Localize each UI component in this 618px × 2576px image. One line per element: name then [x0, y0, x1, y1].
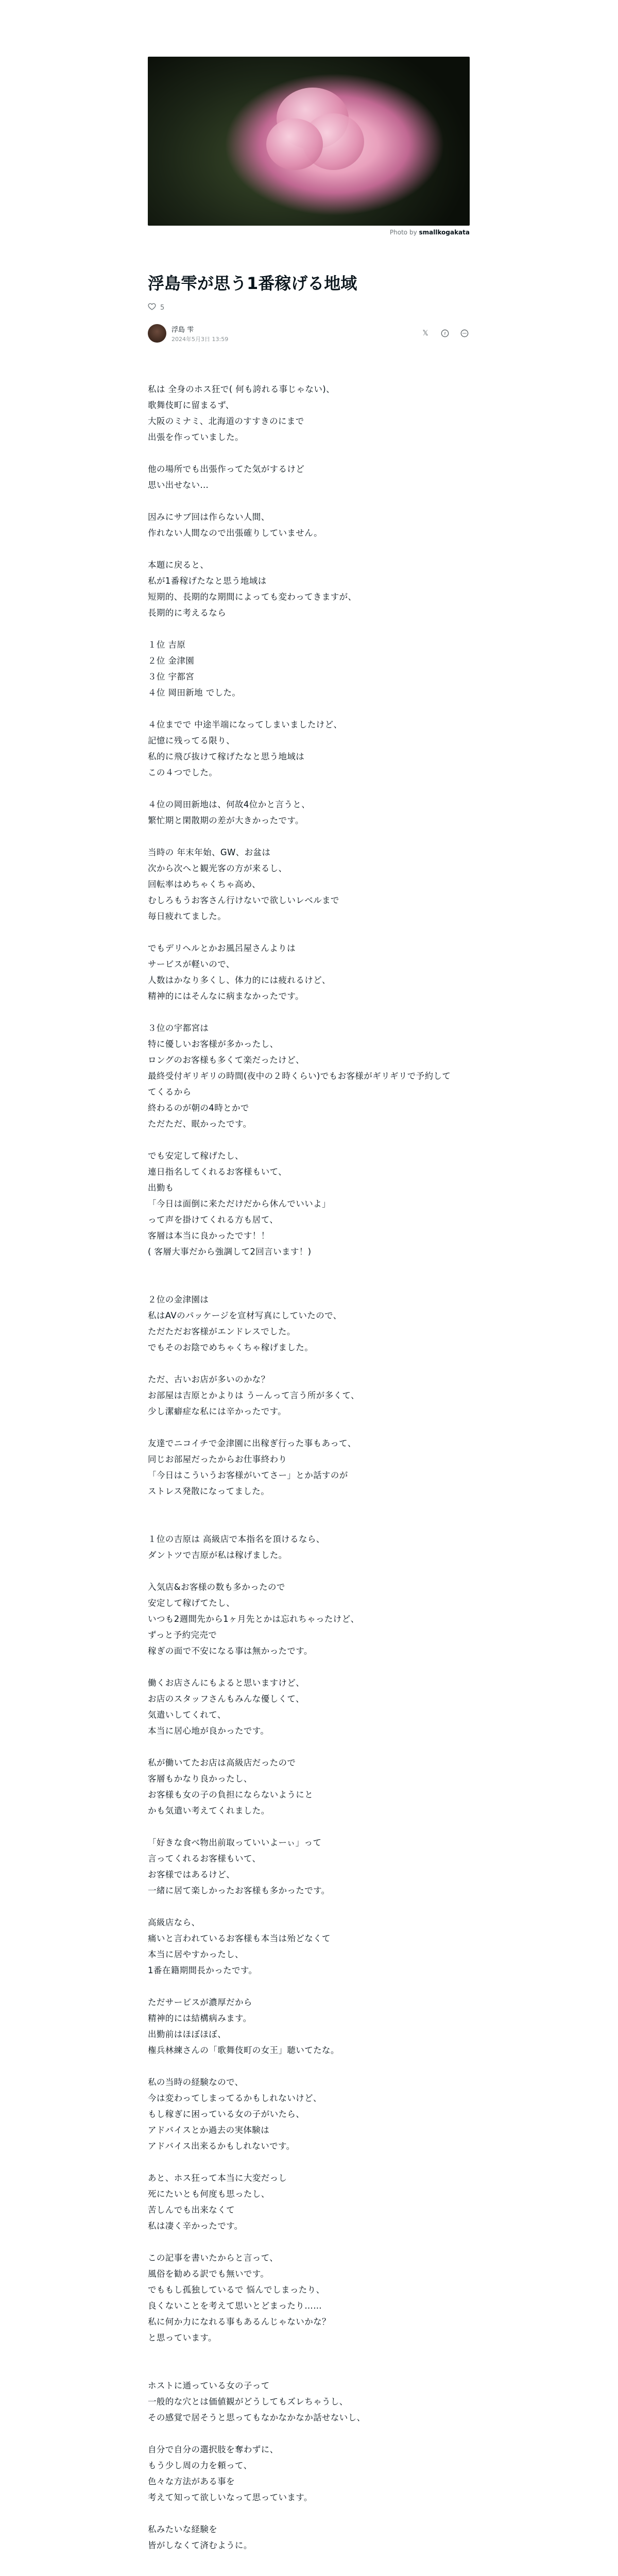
body-paragraph: １位の吉原は 高級店で本指名を頂けるなら、 ダントツで吉原が私は稼げました。	[148, 1534, 325, 1560]
body-paragraph: 高級店なら、 痛いと言われているお客様も本当は殆どなくて 本当に居やすかったし、 1番在籍期間長かったです。	[148, 1918, 331, 1975]
heart-outline-icon[interactable]	[148, 302, 156, 313]
body-paragraph: 当時の 年末年始、GW、お盆は 次から次へと観光客の方が来るし、 回転率はめちゃくちゃ高め、 むしろもうお客さん行けないで欲しいレベルまで 毎日疲れてました。	[148, 848, 339, 921]
photo-credit	[390, 229, 470, 236]
body-paragraph: 自分で自分の選択肢を奪わずに、 もう少し周の力を頼って、 色々な方法がある事を 考えて知って欲しいなって思っています。	[148, 2445, 313, 2502]
body-paragraph: 入気店&お客様の数も多かったので 安定して稼げてたし、 いつも2週間先から1ヶ月先とかは忘れちゃったけど、 ずっと予約完売で 稼ぎの面で不安になる事は無かったです。	[148, 1582, 359, 1656]
x-share-icon[interactable]: 𝕏	[422, 329, 428, 337]
body-paragraph: 他の場所でも出張作ってた気がするけど 思い出せない…	[148, 464, 305, 490]
body-paragraph: 働くお店さんにもよると思いますけど、 お店のスタッフさんもみんな優しくて、 気遣いしてくれて、 本当に居心地が良かったです。	[148, 1678, 305, 1736]
share-icons	[420, 328, 470, 338]
rose-petal	[266, 118, 323, 170]
body-paragraph: 友達でニコイチで金津園に出稼ぎ行った事もあって、 同じお部屋だったからお仕事終わり 「今日はこういうお客様がいてさー」とか話すのが ストレス発散になってました。	[148, 1438, 356, 1496]
body-paragraph: でも安定して稼げたし、 連日指名してくれるお客様もいて、 出勤も 「今日は面倒に来ただけだから休んでいいよ」 って声を掛けてくれる方も居て、 客層は本当に良かったです！！ ( 客層大事だから強調して2回言います！)	[148, 1151, 331, 1257]
photo-credit-name[interactable]: smallkogakata	[419, 229, 470, 236]
article-title: 浮島雫が思う1番稼げる地域	[148, 274, 357, 293]
body-paragraph: 因みにサブ回は作らない人間、 作れない人間なので出張確りしていません。	[148, 512, 322, 538]
body-paragraph: でもデリヘルとかお風呂屋さんよりは サービスが軽いので、 人数はかなり多くし、体力的には疲れるけど、 精神的にはそんなに病まなかったです。	[148, 943, 331, 1001]
body-paragraph: ３位の宇都宮は 特に優しいお客様が多かったし、 ロングのお客様も多くて楽だったけど、 最終受付ギリギリの時間(夜中の２時くらい)でもお客様がギリギリで予約して てくるから 終わるのが朝の4時とかで ただただ、眠かったです。	[148, 1023, 451, 1129]
post-date: 2024年5月3日 13:59	[171, 335, 229, 343]
body-paragraph: あと、ホス狂って本当に大変だっし 死にたいとも何度も思ったし、 苦しんでも出来なくて 私は凄く辛かったです。	[148, 2173, 287, 2231]
avatar[interactable]	[148, 324, 166, 343]
author-row	[148, 323, 470, 344]
body-paragraph: 私の当時の経験なので、 今は変わってしまってるかもしれないけど、 もし稼ぎに困っている女の子がいたら、 アドバイスとか過去の実体験は アドバイス出来るかもしれないです。	[148, 2077, 322, 2151]
body-paragraph: ただ、古いお店が多いのかな？ お部屋は吉原とかよりは うーんって言う所が多くて、 少し潔癖症な私には辛かったです。	[148, 1375, 359, 1416]
body-paragraph: ホストに通っている女の子って 一般的な穴とは価値観がどうしてもズレちゃうし、 その感覚で居そうと思ってもなかなかなか話せないし、	[148, 2381, 366, 2422]
photo-credit-prefix: Photo by	[389, 229, 417, 236]
body-paragraph: ４位の岡田新地は、何故4位かと言うと、 繁忙期と閑散期の差が大きかったです。	[148, 800, 311, 825]
author-meta	[171, 324, 228, 343]
body-paragraph: ただサービスが濃厚だから 精神的には結構病みます。 出勤前はほぼほぼ、 権兵林練さんの「歌舞伎町の女王」聴いてたな。	[148, 1997, 339, 2055]
body-paragraph: ２位の金津園は 私はAVのパッケージを宣材写真にしていたので、 ただただお客様がエンドレスでした。 でもそのお陰でめちゃくちゃ稼げました。	[148, 1295, 342, 1352]
body-paragraph: 私は 全身のホス狂で( 何も誇れる事じゃない)、 歌舞伎町に留まるず、 大阪のミナミ、北海道のすすきのにまで 出張を作っていました。	[148, 384, 335, 442]
like-summary	[148, 302, 164, 313]
hero-image	[148, 57, 470, 226]
svg-text:f: f	[444, 331, 446, 336]
body-paragraph: ４位までで 中途半端になってしまいましたけど、 記憶に残ってる限り、 私的に飛び抜けて稼げたなと思う地域は この４つでした。	[148, 720, 342, 777]
body-paragraph: 私が働いてたお店は高級店だったので 客層もかなり良かったし、 お客様も女の子の負担にならないようにと かも気遣い考えてくれました。	[148, 1758, 314, 1816]
body-paragraph: 「好きな食べ物出前取っていいよーぃ」って 言ってくれるお客様もいて、 お客様ではあるけど、 一緒に居て楽しかったお客様も多かったです。	[148, 1838, 330, 1895]
like-count: 5	[160, 303, 165, 312]
body-paragraph: 本題に戻ると、 私が1番稼げたなと思う地域は 短期的、長期的な期間によっても変わってきますが、 長期的に考えるなら	[148, 560, 357, 618]
body-paragraph: 私みたいな経験を 皆がしなくて済むように。	[148, 2524, 252, 2550]
body-paragraph: この記事を書いたからと言って、 風俗を勧める訳でも無いです。 でももし孤独しているで 悩んでしまったり、 良くないことを考えて思いとどまったり…… 私に何か力になれる事もあるんじゃないかな？ と思っています。	[148, 2253, 331, 2343]
more-share-icon[interactable]	[459, 328, 470, 338]
facebook-share-icon[interactable]	[440, 328, 450, 338]
author-name[interactable]: 浮島 雫	[171, 326, 194, 334]
article-body	[148, 381, 470, 2569]
body-paragraph: １位 吉原 ２位 金津園 ３位 宇都宮 ４位 岡田新地 でした。	[148, 640, 241, 698]
